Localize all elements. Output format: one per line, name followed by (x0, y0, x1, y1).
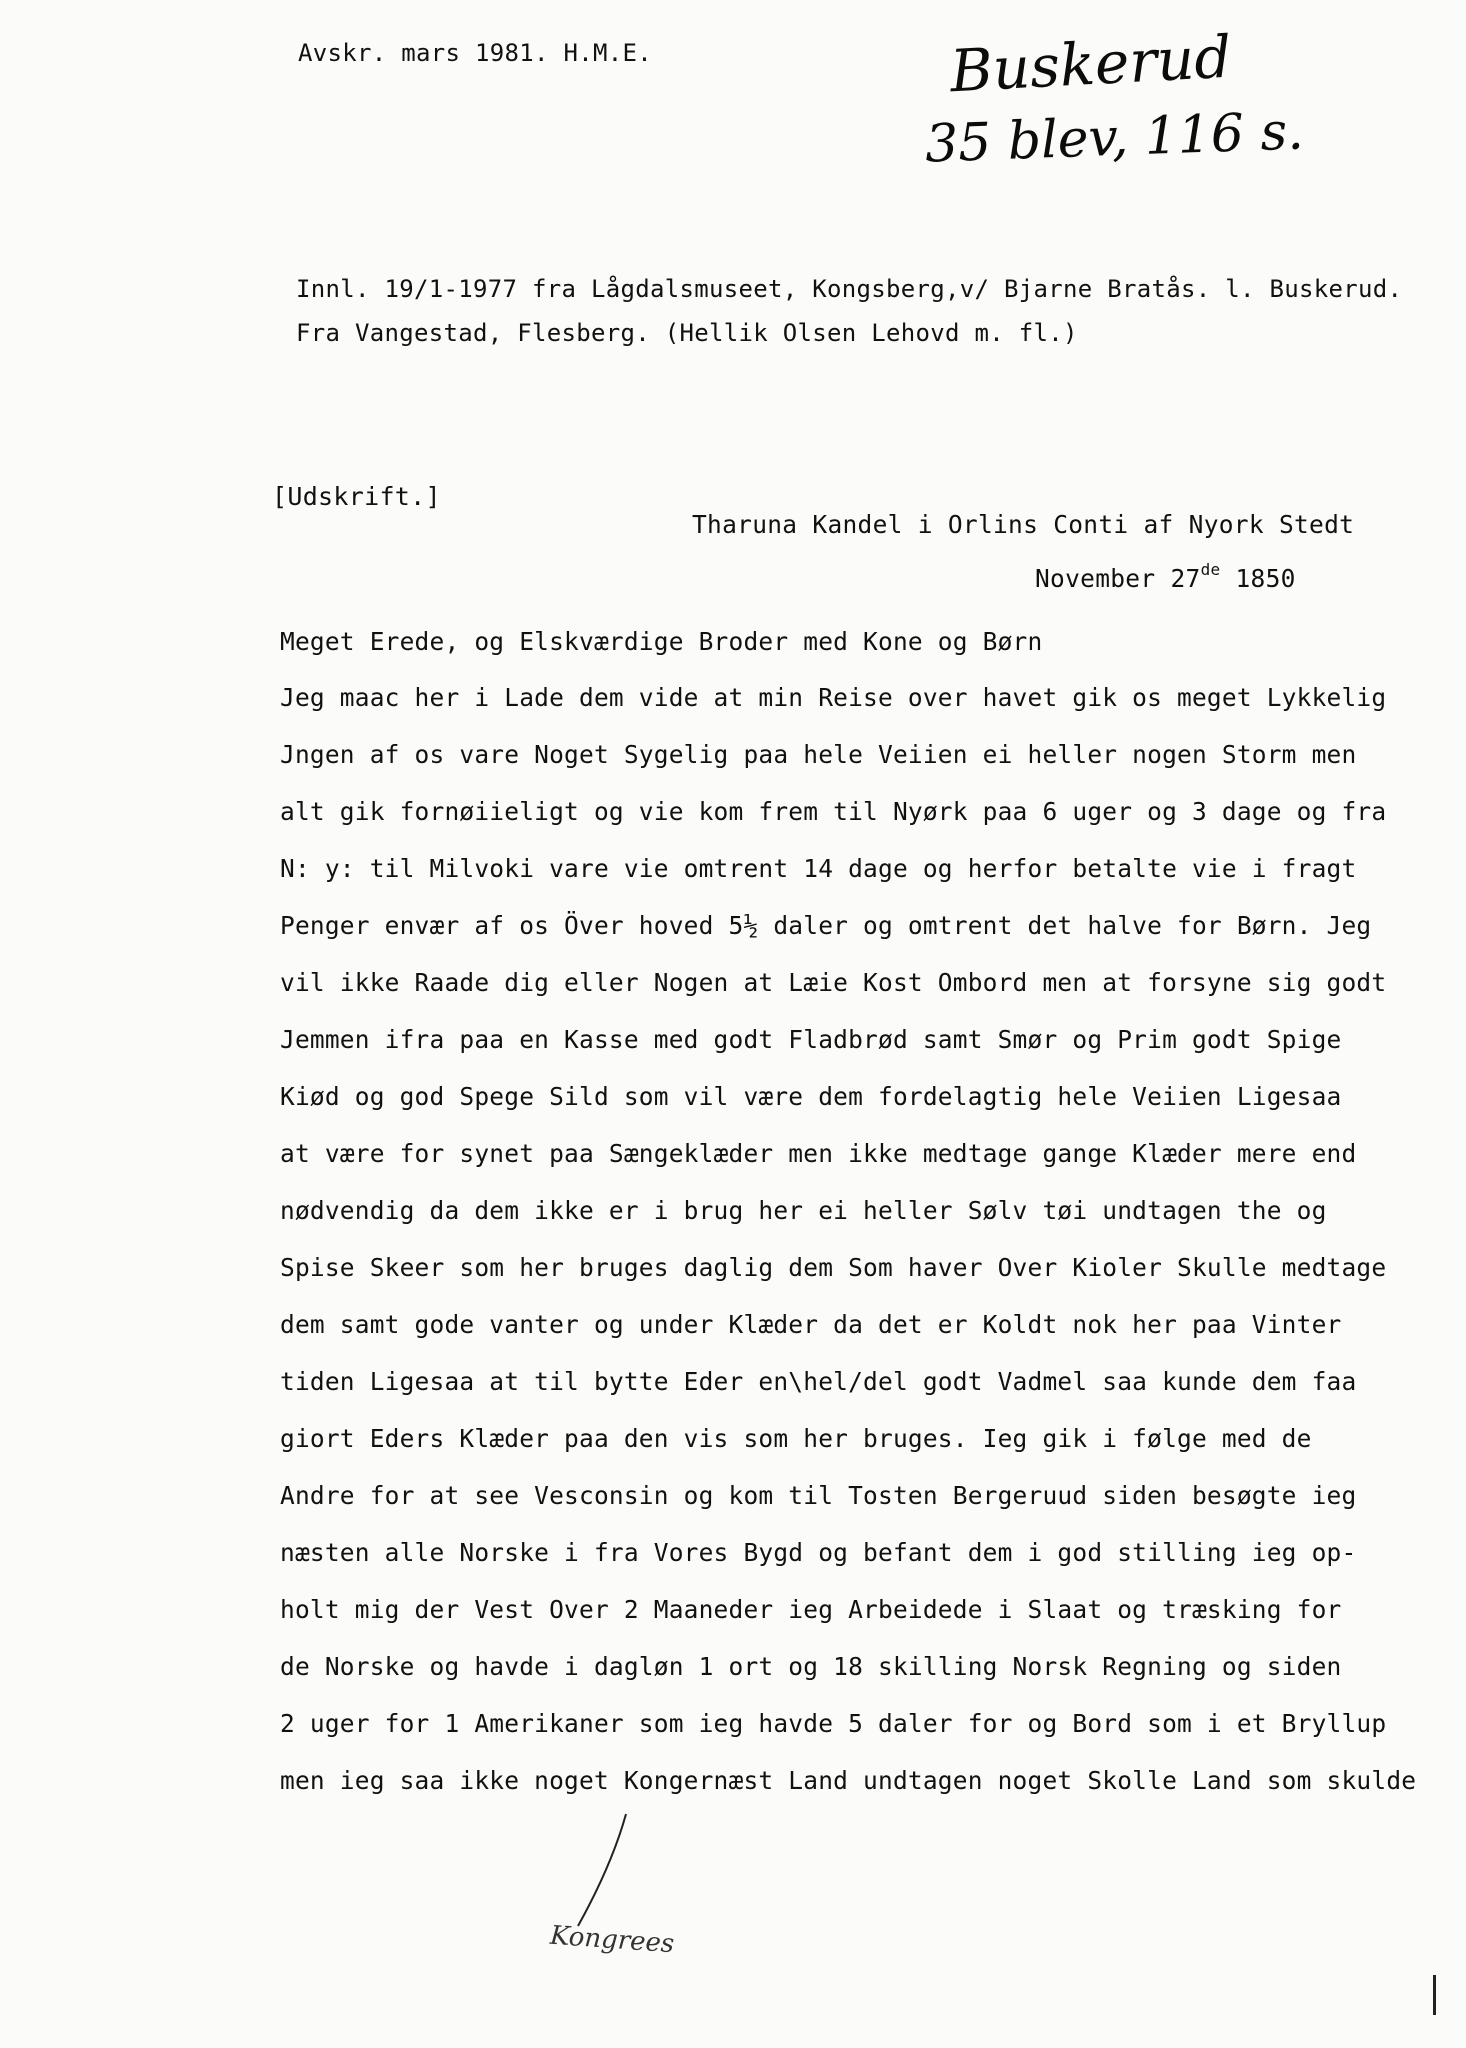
letter-date-month: November 27 (1035, 564, 1201, 593)
letter-line: N: y: til Milvoki vare vie omtrent 14 dage og herfor betalte vie i fragt (280, 854, 1357, 883)
letter-line: 2 uger for 1 Amerikaner som ieg havde 5 daler for og Bord som i et Bryllup (280, 1709, 1387, 1738)
letter-line: giort Eders Klæder paa den vis som her bruges. Ieg gik i følge med de (280, 1424, 1312, 1453)
intro-line-1: Innl. 19/1-1977 fra Lågdalsmuseet, Kongsberg,v/ Bjarne Bratås. l. Buskerud. (296, 275, 1403, 303)
letter-date (1035, 560, 1296, 594)
letter-salutation: Meget Erede, og Elskværdige Broder med Kone og Børn (280, 627, 1043, 656)
letter-date-sup: de (1200, 560, 1221, 579)
letter-line: de Norske og havde i dagløn 1 ort og 18 skilling Norsk Regning og siden (280, 1652, 1342, 1681)
pointer-line (560, 1810, 640, 1930)
letter-line: Andre for at see Vesconsin og kom til Tosten Bergeruud siden besøgte ieg (280, 1481, 1357, 1510)
letter-line: Spise Skeer som her bruges daglig dem Som haver Over Kioler Skulle medtage (280, 1253, 1387, 1282)
letter-line: men ieg saa ikke noget Kongernæst Land undtagen noget Skolle Land som skulde (280, 1766, 1417, 1795)
transcription-note: Avskr. mars 1981. H.M.E. (298, 39, 652, 67)
letter-line: holt mig der Vest Over 2 Maaneder ieg Arbeidede i Slaat og træsking for (280, 1595, 1342, 1624)
letter-line: Kiød og god Spege Sild som vil være dem fordelagtig hele Veiien Ligesaa (280, 1082, 1342, 1111)
letter-line: Jemmen ifra paa en Kasse med godt Fladbrød samt Smør og Prim godt Spige (280, 1025, 1342, 1054)
edge-mark (1433, 1975, 1436, 2015)
letter-line: at være for synet paa Sængeklæder men ikke medtage gange Klæder mere end (280, 1139, 1357, 1168)
letter-date-year: 1850 (1235, 564, 1296, 593)
letter-line: Jngen af os vare Noget Sygelig paa hele Veiien ei heller nogen Storm men (280, 740, 1357, 769)
letter-line: Jeg maac her i Lade dem vide at min Reise over havet gik os meget Lykkelig (280, 683, 1387, 712)
letter-line: Penger envær af os Över hoved 5½ daler og omtrent det halve for Børn. Jeg (280, 911, 1372, 940)
letter-line: tiden Ligesaa at til bytte Eder en\hel/del godt Vadmel saa kunde dem faa (280, 1367, 1357, 1396)
letter-label: [Udskrift.] (272, 482, 441, 511)
letter-place: Tharuna Kandel i Orlins Conti af Nyork Stedt (692, 510, 1355, 539)
intro-line-2: Fra Vangestad, Flesberg. (Hellik Olsen Lehovd m. fl.) (296, 319, 1078, 347)
letter-line: vil ikke Raade dig eller Nogen at Læie Kost Ombord men at forsyne sig godt (280, 968, 1387, 997)
handwritten-count: 35 blev, 116 s. (924, 101, 1305, 175)
handwritten-footnote: Kongrees (549, 1920, 676, 1960)
letter-line: alt gik fornøiieligt og vie kom frem til Nyørk paa 6 uger og 3 dage og fra (280, 797, 1387, 826)
letter-line: næsten alle Norske i fra Vores Bygd og befant dem i god stilling ieg op- (280, 1538, 1357, 1567)
letter-line: nødvendig da dem ikke er i brug her ei heller Sølv tøi undtagen the og (280, 1196, 1327, 1225)
handwritten-county: Buskerud (948, 22, 1234, 106)
letter-line: dem samt gode vanter og under Klæder da det er Koldt nok her paa Vinter (280, 1310, 1342, 1339)
